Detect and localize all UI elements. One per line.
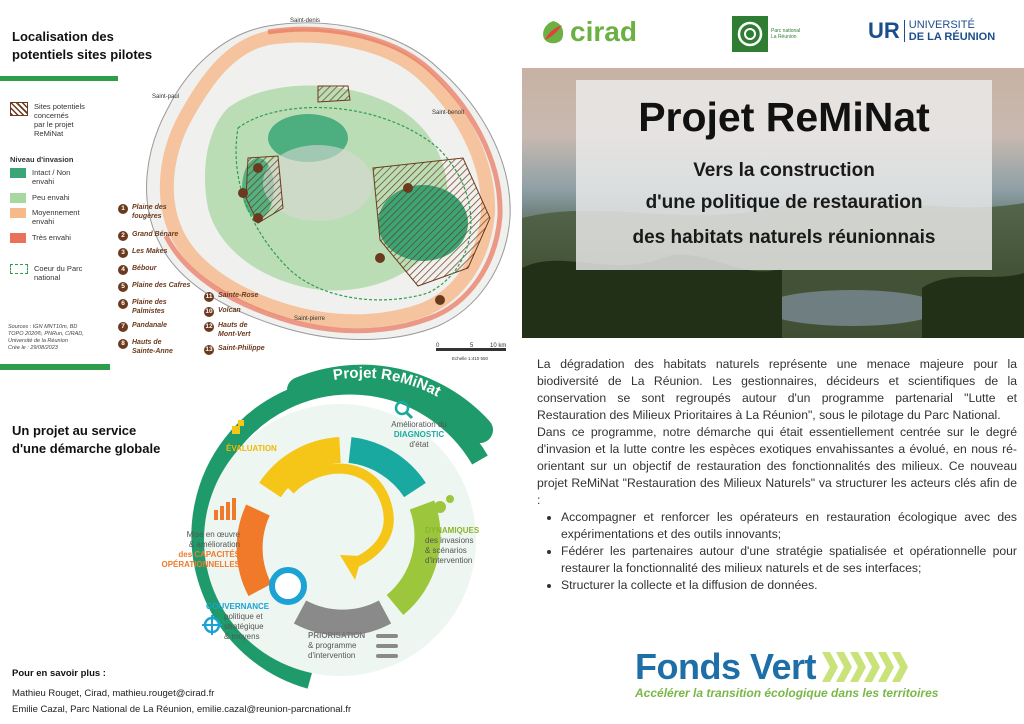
legend-coeur: Coeur du Parc national <box>10 264 82 282</box>
gouvernance-node <box>272 570 304 602</box>
parc-national-logo: Parc national La Réunion <box>732 12 816 56</box>
body-text <box>537 356 1017 594</box>
cycle-diagnostic: Amélioration du DIAGNOSTIC d'état <box>391 420 447 449</box>
scale-0: 0 <box>436 343 440 349</box>
cycle-capacites: Mise en œuvre & amélioration des CAPACITÉS OPÉRATIONNELLES <box>161 530 240 569</box>
cycle-evaluation: ÉVALUATION <box>226 444 277 453</box>
legend-sites: Sites potentiels concernés par le projet ReMiNat <box>10 102 85 138</box>
city-saint-benoit: Saint-benoît <box>432 110 465 116</box>
contact-cazal: Emilie Cazal, Parc National de La Réunion, emilie.cazal@reunion-parcnational.fr <box>12 704 352 715</box>
legend-moyen: Moyennement envahi <box>10 208 80 226</box>
legend-tres: Très envahi <box>10 233 71 243</box>
arc-priorisation <box>300 612 385 623</box>
cycle-dynamiques: DYNAMIQUES des invasions & scénarios d'intervention <box>425 526 480 565</box>
cirad-logo: cirad <box>540 16 637 48</box>
site-marker-12 <box>375 253 385 263</box>
site-4: 4 Bébour <box>118 265 157 275</box>
site-marker-13 <box>435 295 445 305</box>
paragraph-2: Dans ce programme, notre démarche qui était essentiellement centrée sur le degré d'invasion et la lutte contre les espèces exotiques envahissantes a évolué, en nous ré-orientant sur un objectif de restauration des fonctionnalités des milieux. Ce nouveau projet ReMiNat "Restauration des Milieux Naturels" va structurer les acteurs clés afin de : <box>537 425 1017 507</box>
fonds-vert-logo: Fonds Vert Accélérer la transition écologique dans les territoires <box>635 646 939 700</box>
scale-5: 5 <box>470 343 474 349</box>
subtitle-line-3: des habitats naturels réunionnais <box>632 227 936 248</box>
site-marker-3 <box>253 213 263 223</box>
map-title: Localisation des potentiels sites pilotes <box>12 29 153 62</box>
service-title: Un projet au service d'une démarche globale <box>12 423 161 456</box>
parc-spiral-icon <box>732 16 768 52</box>
site-11: 11 Sainte-Rose <box>205 292 259 300</box>
subtitle-line-1: Vers la construction <box>693 160 875 181</box>
cycle-gouvernance: GOUVERNANCE politique et stratégique & moyens <box>206 602 270 641</box>
cycle-priorisation: PRIORISATION & programme d'intervention <box>308 631 366 660</box>
city-saint-denis: Saint-denis <box>290 18 321 24</box>
goal-item: • Fédérer les partenaires autour d'une stratégie spatialisée et opérationnelle pour restaurer la fonctionnalité des milieux naturels et de ses interfaces; <box>561 543 1017 577</box>
goals-list <box>537 509 1017 594</box>
arc-title: Projet ReMiNat <box>331 364 444 401</box>
legend-intact-swatch <box>10 168 26 178</box>
map-bottom-bar <box>0 364 110 370</box>
site-6: 6 Plaine des Palmistes <box>118 299 167 316</box>
legend-intact: Intact / Non envahi <box>10 168 70 186</box>
site-7: 7 Pandanale <box>118 322 167 332</box>
site-marker-6 <box>403 183 413 193</box>
site-2: 2 Grand Bénare <box>118 231 178 241</box>
hatched-site-north <box>318 86 350 102</box>
legend-moyen-swatch <box>10 208 26 218</box>
legend-tres-swatch <box>10 233 26 243</box>
city-saint-pierre: Saint-pierre <box>294 316 326 322</box>
project-title: Projet ReMiNat <box>638 94 930 140</box>
legend-invasion-heading: Niveau d'invasion <box>10 155 74 164</box>
map-title-bar <box>0 76 118 81</box>
site-1: 1 Plaine des fougères <box>118 204 167 221</box>
scale-10: 10 km <box>490 343 507 349</box>
site-10: 10 Volcan <box>205 307 241 315</box>
site-12: 12 Hauts de Mont-Vert <box>205 322 251 338</box>
arc-capacites <box>250 510 260 590</box>
site-marker-1 <box>253 163 263 173</box>
site-marker-2 <box>238 188 248 198</box>
legend-hatch-swatch <box>10 102 28 116</box>
universite-logo: UR UNIVERSITÉ DE LA RÉUNION <box>868 18 996 43</box>
goal-item: • Accompagner et renforcer les opérateurs en restauration écologique avec des expérimentations et des outils innovants; <box>561 509 1017 543</box>
site-3: 3 Les Makes <box>118 248 167 258</box>
contact-rouget: Mathieu Rouget, Cirad, mathieu.rouget@cirad.fr <box>12 688 215 699</box>
fonds-vert-chevrons-icon <box>822 652 912 682</box>
site-13: 13 Saint-Philippe <box>205 345 265 353</box>
paragraph-1: La dégradation des habitats naturels représente une menace majeure pour la biodiversité de La Réunion. Les gestionnaires, décideurs et scientifiques de la conservation se sont regroupés autour d'un programme partenarial "Lutte et Restauration des Milieux Prioritaires à La Réunion", sous le pilotage du Parc National. <box>537 357 1017 422</box>
contacts-label: Pour en savoir plus : <box>12 668 106 679</box>
site-8: 8 Hauts de Sainte-Anne <box>118 339 173 356</box>
goal-item: • Structurer la collecte et la diffusion de données. <box>561 577 1017 594</box>
map-panel <box>0 0 518 372</box>
legend-peu: Peu envahi <box>10 193 70 203</box>
checklist-icon <box>376 634 398 658</box>
city-saint-paul: Saint-paul <box>152 94 180 100</box>
legend-peu-swatch <box>10 193 26 203</box>
map-sources: Sources : IGN MNT10m, BD TOPO 2020®, PNRun, CIRAD, Université de la Réunion Crée le : 29/08/2023 <box>8 324 84 351</box>
scale-ratio: Echelle 1:410 550 <box>452 356 489 361</box>
legend-coeur-swatch <box>10 264 28 274</box>
subtitle-line-2: d'une politique de restauration <box>645 192 923 213</box>
cirad-leaf-icon <box>540 19 566 45</box>
site-5: 5 Plaine des Cafres <box>118 282 190 292</box>
